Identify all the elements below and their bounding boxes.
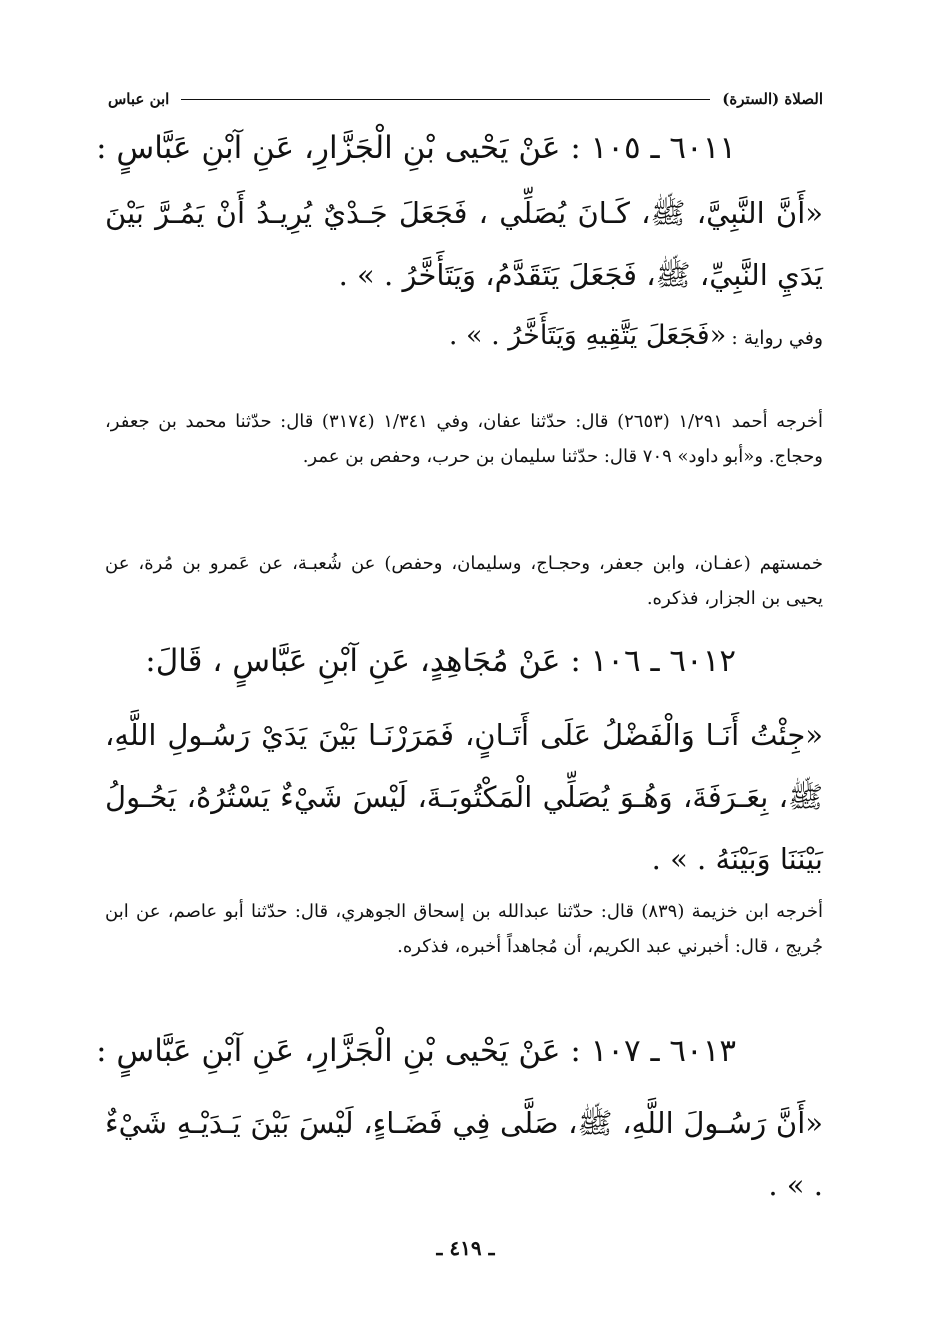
source-note: خمستهم (عفـان، وابن جعفر، وحجـاج، وسليمان، وحفص) عن شُعبـة، عن عَمرو بن مُرة، عن يحيى بن الجزار، فذكره. [105, 553, 823, 609]
hadith-heading: ٦٠١١ ـ ١٠٥ : عَنْ يَحْيى بْنِ الْجَزَّارِ، عَنِ آبْنِ عَبَّاسٍ : [96, 130, 736, 166]
page-number: ـ ٤١٩ ـ [436, 1236, 495, 1260]
source-note: أخرجه أحمد ١/٢٩١ (٢٦٥٣) قال: حدّثنا عفان، وفي ١/٣٤١ (٣١٧٤) قال: حدّثنا محمد بن جعفر، وحجاج. و«أبو داود» ٧٠٩ قال: حدّثنا سليمان بن حرب، وحفص بن عمر. [105, 411, 824, 467]
running-header [108, 84, 823, 114]
hadith-text: «أَنَّ رَسُـولَ اللَّهِ، ﷺ، صَلَّى فِي فَضَـاءٍ، لَيْسَ بَيْنَ يَـدَيْـهِ شَيْءٌ . » . [105, 1106, 823, 1202]
alternate-narration [449, 320, 823, 351]
narration-text: «فَجَعَلَ يَتَّقِيهِ وَيَتَأَخَّرُ . » . [448, 320, 727, 351]
chapter-title: الصلاة (السترة) [722, 90, 823, 108]
source-note: أخرجه ابن خزيمة (٨٣٩) قال: حدّثنا عبدالله بن إسحاق الجوهري، قال: حدّثنا أبو عاصم، عن ابن جُريج ، قال: أخبرني عبد الكريم، أن مُجاهداً أخبره، فذكره. [105, 901, 823, 957]
hadith-heading: ٦٠١٢ ـ ١٠٦ : عَنْ مُجَاهِدٍ، عَنِ آبْنِ عَبَّاسٍ ، قَالَ: [145, 643, 736, 679]
header-rule [181, 99, 710, 100]
hadith-text: «أَنَّ النَّبِيَّ، ﷺ، كَـانَ يُصَلِّي ، فَجَعَلَ جَـدْيٌ يُرِيـدُ أَنْ يَمُـرَّ بَيْنَ يَدَيِ النَّبِيِّ، ﷺ، فَجَعَلَ يَتَقَدَّمُ، وَيَتَأَخَّرُ . » . [105, 196, 823, 292]
hadith-text: «جِئْتُ أَنَـا وَالْفَضْلُ عَلَى أَتَـانٍ، فَمَرَرْنَـا بَيْنَ يَدَيْ رَسُـولِ اللَّهِ، ﷺ، بِعَـرَفَةَ، وَهُـوَ يُصَلِّي الْمَكْتُوبَـةَ، لَيْسَ شَيْءٌ يَسْتُرُهُ، يَحُـولُ بَيْنَنَا وَبَيْنَهُ . » . [105, 718, 823, 876]
narration-label: وفي رواية : [731, 327, 823, 349]
section-title: ابن عباس [108, 90, 170, 108]
hadith-heading: ٦٠١٣ ـ ١٠٧ : عَنْ يَحْيى بْنِ الْجَزَّارِ، عَنِ آبْنِ عَبَّاسٍ : [96, 1033, 736, 1069]
